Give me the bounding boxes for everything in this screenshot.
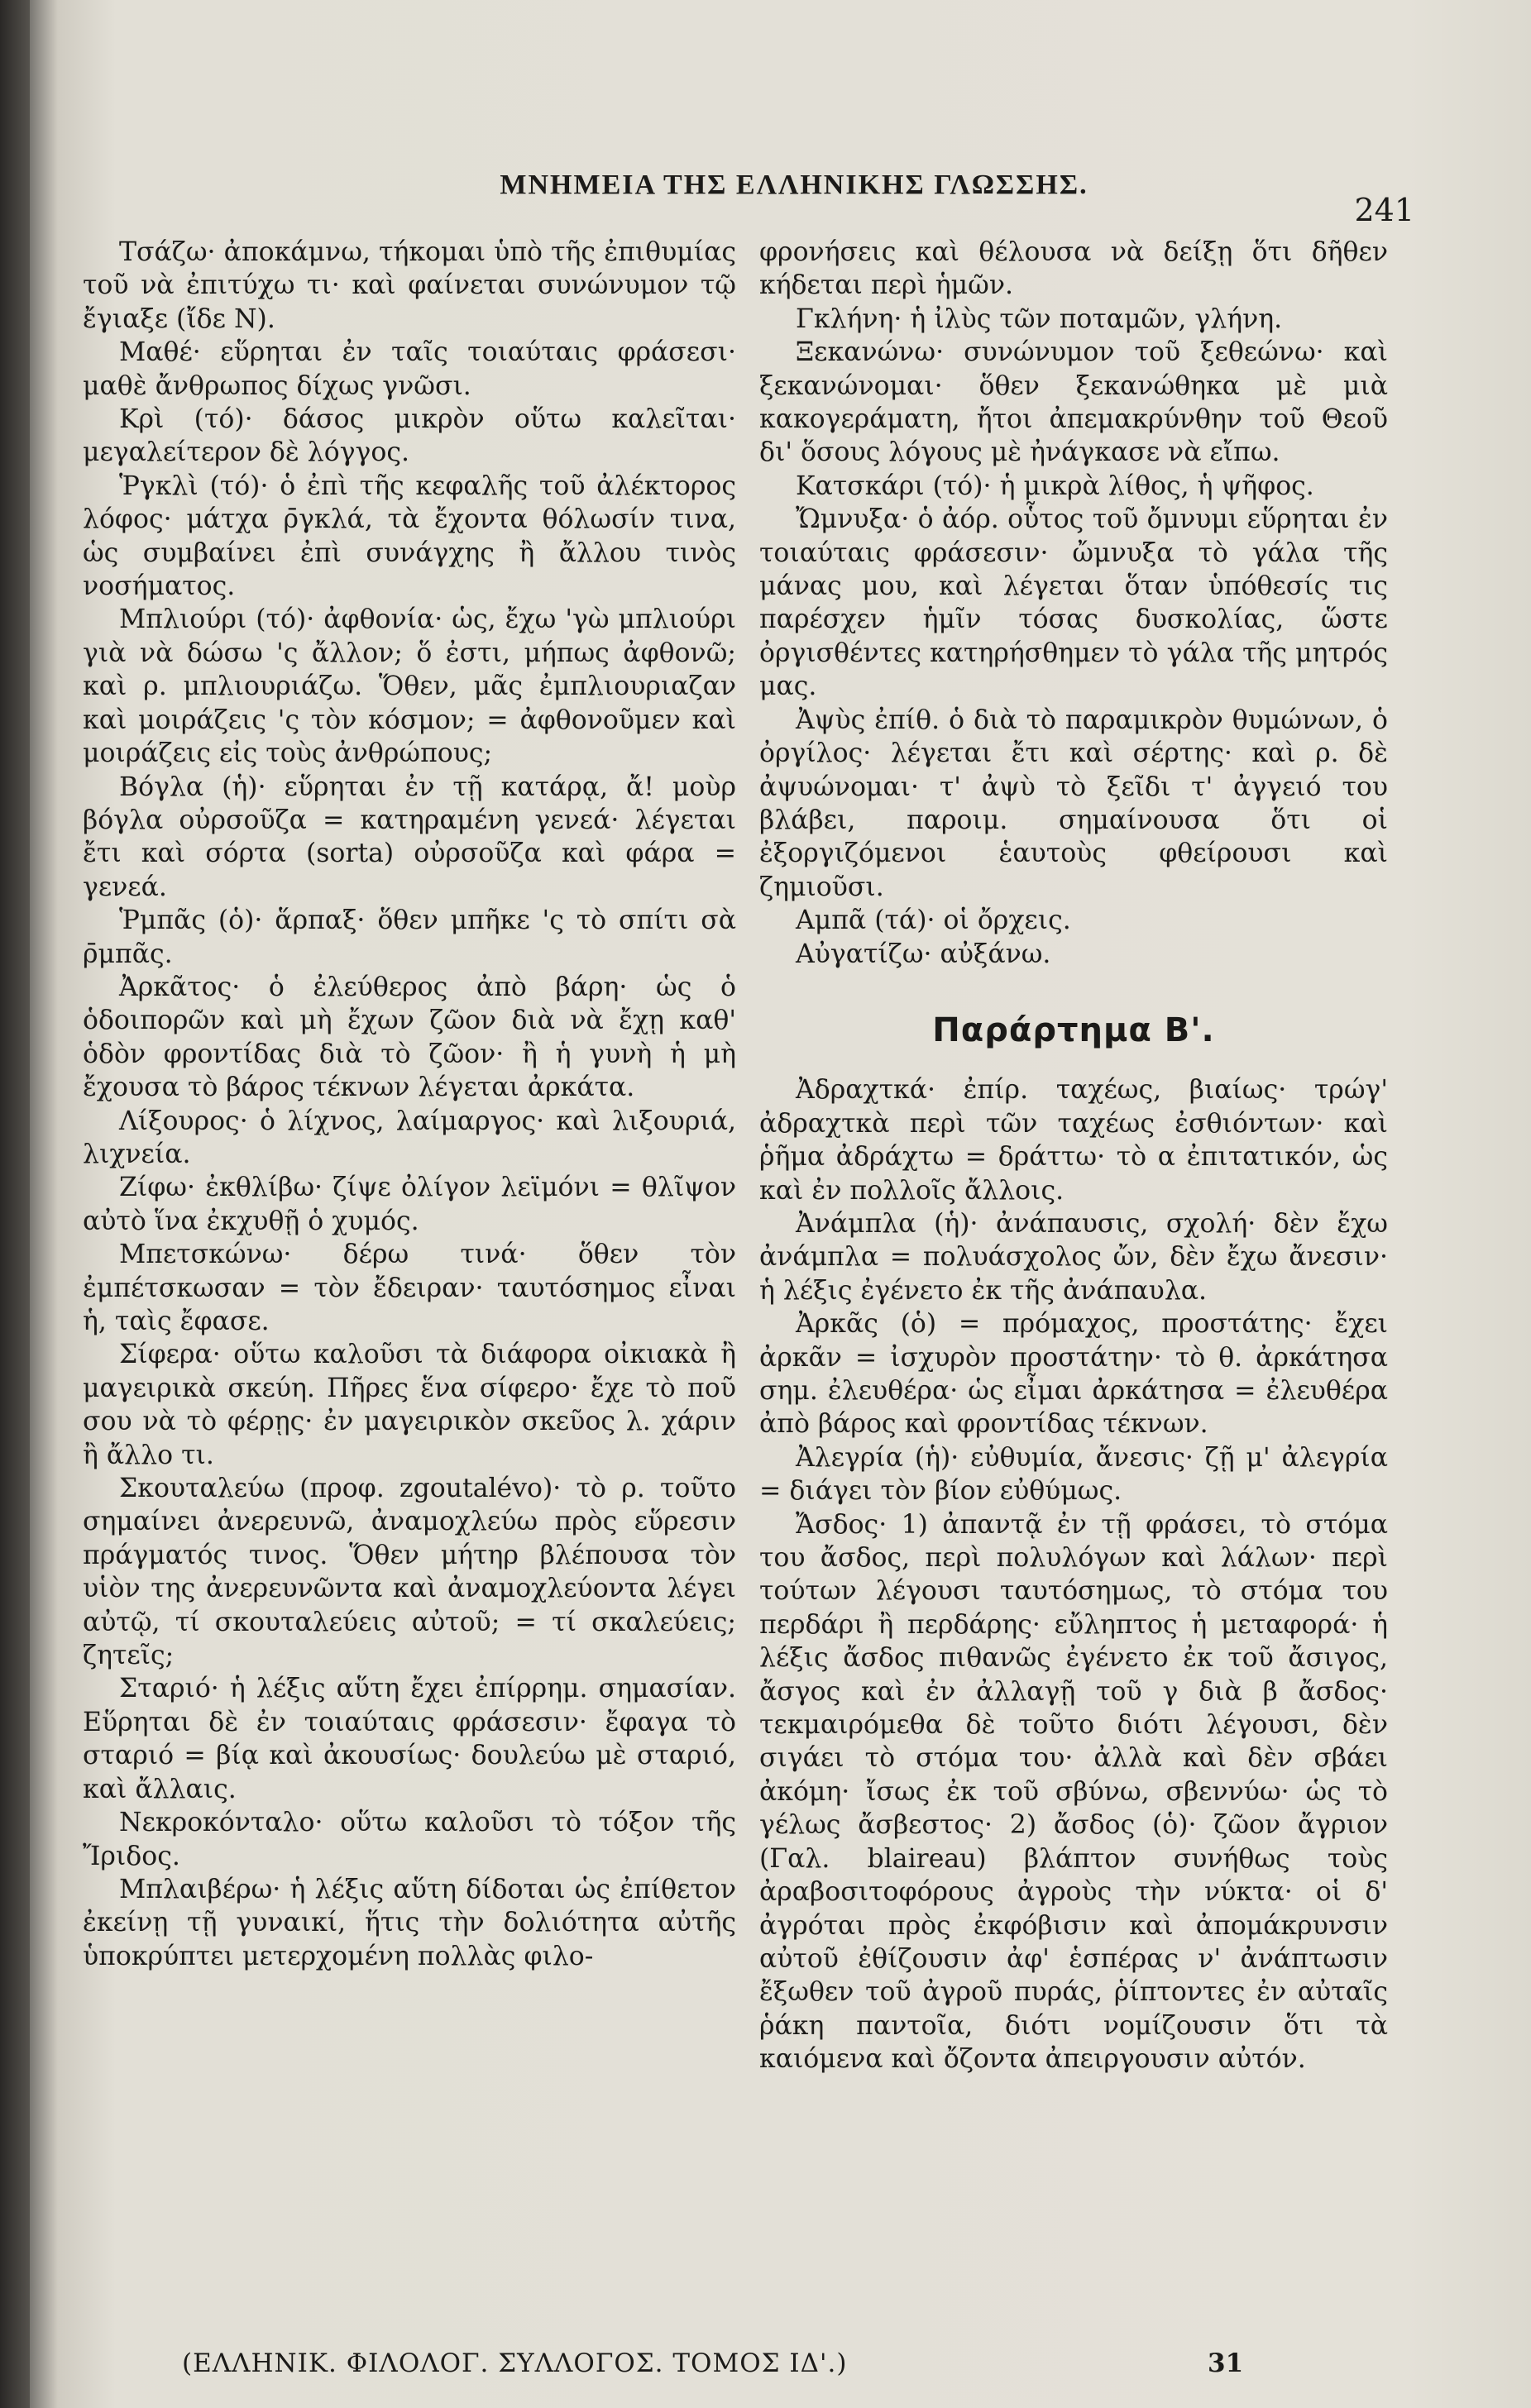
- appendix-entry: Ἀδραχτκά· ἐπίρ. ταχέως, βιαίως· τρώγ' ἀδραχτκὰ περὶ τῶν ταχέως ἐσθιόντων· καὶ ῥῆμα ἀδράχτω = δράττω· τὸ α ἐπιτατικόν, ὡς καὶ ἐν πολλοῖς ἄλλοις.: [759, 1075, 1388, 1206]
- dictionary-entry: Κατσκάρι (τό)· ἡ μικρὰ λίθος, ἡ ψῆφος.: [796, 471, 1314, 501]
- dictionary-entry: Λίξουρος· ὁ λίχνος, λαίμαργος· καὶ λιξουριά, λιχνεία.: [83, 1106, 736, 1169]
- dictionary-entry: Σταριό· ἡ λέξις αὕτη ἔχει ἐπίρρημ. σημασίαν. Εὕρηται δὲ ἐν τοιαύταις φράσεσιν· ἔφαγα τὸ σταριό = βίᾳ καὶ ἀκουσίως· δουλεύω μὲ σταριό, καὶ ἄλλαις.: [83, 1674, 736, 1804]
- dictionary-entry: Σίφερα· οὕτω καλοῦσι τὰ διάφορα οἰκιακὰ ἢ μαγειρικὰ σκεύη. Πῆρες ἕνα σίφερο· ἔχε τὸ ποῦ σου νὰ τὸ φέρῃς· ἐν μαγειρικὸν σκεῦος λ. χάριν ἢ ἄλλο τι.: [83, 1340, 736, 1470]
- dictionary-entry: Αμπᾶ (τά)· οἱ ὄρχεις.: [796, 905, 1071, 936]
- dictionary-entry: Σκουταλεύω (προφ. zgoutalévo)· τὸ ρ. τοῦτο σημαίνει ἀνερευνῶ, ἀναμοχλεύω πρὸς εὕρεσιν πράγματός τινος. Ὅθεν μήτηρ βλέπουσα τὸν υἱὸν της ἀνερευνῶντα καὶ ἀναμοχλεύοντα λέγει αὐτῷ, τί σκουταλεύεις αὐτοῦ; = τί σκαλεύεις; ζητεῖς;: [83, 1474, 736, 1671]
- dictionary-entry: Νεκροκόνταλο· οὕτω καλοῦσι τὸ τόξον τῆς Ἴριδος.: [83, 1808, 736, 1871]
- right-column: [759, 236, 1388, 2076]
- appendix-entry: Ἄσδος· 1) ἀπαντᾷ ἐν τῇ φράσει, τὸ στόμα του ἄσδος, περὶ πολυλόγων καὶ λάλων· περὶ τούτων λέγουσι ταυτόσημως, τὸ στόμα του περδάρι ἢ περδάρης· εὔληπτος ἡ μεταφορά· ἡ λέξις ἄσδος πιθανῶς ἐγένετο ἐκ τοῦ ἄσιγος, ἄσγος καὶ ἐν ἀλλαγῇ τοῦ γ διὰ β ἄσδος· τεκμαιρόμεθα δὲ τοῦτο διότι λέγουσι, δὲν σιγάει τὸ στόμα του· ἀλλὰ καὶ δὲν σβάει ἀκόμη· ἴσως ἐκ τοῦ σβύνω, σβεννύω· ὡς τὸ γέλως ἄσβεστος· 2) ἄσδος (ὁ)· ζῶον ἄγριον (Γαλ. blaireau) βλάπτον συνήθως τοὺς ἀραβοσιτοφόρους ἀγροὺς τὴν νύκτα· οἱ δ' ἀγρόται πρὸς ἐκφόβισιν καὶ ἀπομάκρυνσιν αὐτοῦ ἐθίζουσιν ἀφ' ἑσπέρας ν' ἀνάπτωσιν ἔξωθεν τοῦ ἀγροῦ πυράς, ῥίπτοντες ἐν αὐταῖς ῥάκη παντοῖα, διότι νομίζουσιν ὅτι τὰ καιόμενα καὶ ὄζοντα ἀπειργουσιν αὐτόν.: [759, 1509, 1388, 2075]
- dictionary-entry: Τσάζω· ἀποκάμνω, τήκομαι ὑπὸ τῆς ἐπιθυμίας τοῦ νὰ ἐπιτύχω τι· καὶ φαίνεται συνώνυμον τῷ ἔγιαξε (ἴδε Ν).: [83, 237, 736, 334]
- dictionary-entry-continuation: φρονήσεις καὶ θέλουσα νὰ δείξῃ ὅτι δῆθεν κήδεται περὶ ἡμῶν.: [759, 237, 1388, 301]
- signature-mark: 31: [1208, 2348, 1244, 2378]
- dictionary-entry: Ἀψὺς ἐπίθ. ὁ διὰ τὸ παραμικρὸν θυμώνων, ὁ ὀργίλος· λέγεται ἔτι καὶ σέρτης· καὶ ρ. δὲ ἀψυώνομαι· τ' ἀψὺ τὸ ξεῖδι τ' ἀγγειό του βλάβει, παροιμ. σημαίνουσα ὅτι οἱ ἐξοργιζόμενοι ἑαυτοὺς φθείρουσι καὶ ζημιοῦσι.: [759, 705, 1388, 902]
- dictionary-entry: Μαθέ· εὕρηται ἐν ταῖς τοιαύταις φράσεσι· μαθὲ ἄνθρωπος δίχως γνῶσι.: [83, 337, 736, 401]
- dictionary-entry: Βόγλα (ἡ)· εὕρηται ἐν τῇ κατάρᾳ, ἄ! μοὺρ βόγλα οὐρσοῦζα = κατηραμένη γενεά· λέγεται ἔτι καὶ σόρτα (sorta) οὐρσοῦζα καὶ φάρα = γενεά.: [83, 772, 736, 902]
- imprint-line: (ΕΛΛΗΝΙΚ. ΦΙΛΟΛΟΓ. ΣΥΛΛΟΓΟΣ. ΤΟΜΟΣ ΙΔ'.): [182, 2348, 848, 2378]
- appendix-heading: Παράρτημα Β'.: [932, 1010, 1215, 1049]
- book-spine-shadow: [0, 0, 30, 2408]
- dictionary-entry: Μπλιούρι (τό)· ἀφθονία· ὡς, ἔχω 'γὼ μπλιούρι γιὰ νὰ δώσω 'ς ἄλλον; ὅ ἐστι, μήπως ἀφθονῶ; καὶ ρ. μπλιουριάζω. Ὅθεν, μᾶς ἐμπλιουριαζαν καὶ μοιράζεις 'ς τὸν κόσμον; = ἀφθονοῦμεν καὶ μοιράζεις εἰς τοὺς ἀνθρώπους;: [83, 604, 736, 769]
- dictionary-entry: Ῥμπᾶς (ὁ)· ἅρπαξ· ὅθεν μπῆκε 'ς τὸ σπίτι σὰ ρ̄μπᾶς.: [83, 905, 736, 969]
- dictionary-entry: Ῥγκλὶ (τό)· ὁ ἐπὶ τῆς κεφαλῆς τοῦ ἀλέκτορος λόφος· μάτχα ρ̄γκλά, τὰ ἔχοντα θόλωσίν τινα, ὡς συμβαίνει ἐπὶ συνάγχης ἢ ἄλλου τινὸς νοσήματος.: [83, 471, 736, 602]
- running-title: ΜΝΗΜΕΙΑ ΤΗΣ ΕΛΛΗΝΙΚΗΣ ΓΛΩΣΣΗΣ.: [500, 170, 1088, 200]
- dictionary-entry: Ζίφω· ἐκθλίβω· ζίψε ὀλίγον λεϊμόνι = θλῖψον αὐτὸ ἵνα ἐκχυθῇ ὁ χυμός.: [83, 1173, 736, 1236]
- dictionary-entry: Ὤμνυξα· ὁ ἀόρ. οὗτος τοῦ ὄμνυμι εὕρηται ἐν τοιαύταις φράσεσιν· ὤμνυξα τὸ γάλα τῆς μάνας μου, καὶ λέγεται ὅταν ὑπόθεσίς τις παρέσχεν ἡμῖν τόσας δυσκολίας, ὥστε ὀργισθέντες κατηρήσθημεν τὸ γάλα τῆς μητρός μας.: [759, 504, 1388, 702]
- page-number: 241: [1354, 192, 1414, 228]
- appendix-entry: Ἀρκᾶς (ὁ) = πρόμαχος, προστάτης· ἔχει ἀρκᾶν = ἰσχυρὸν προστάτην· τὸ θ. ἀρκάτησα σημ. ἐλευθέρα· ὡς εἶμαι ἀρκάτησα = ἐλευθέρα ἀπὸ βάρος καὶ φροντίδας τέκνων.: [759, 1309, 1388, 1440]
- dictionary-entry: Ξεκανώνω· συνώνυμον τοῦ ξεθεώνω· καὶ ξεκανώνομαι· ὅθεν ξεκανώθηκα μὲ μιὰ κακογεράματη, ἤτοι ἀπεμακρύνθην τοῦ Θεοῦ δι' ὅσους λόγους μὲ ἠνάγκασε νὰ εἴπω.: [759, 337, 1388, 468]
- dictionary-entry: Ἀρκᾶτος· ὁ ἐλεύθερος ἀπὸ βάρη· ὡς ὁ ὁδοιπορῶν καὶ μὴ ἔχων ζῶον διὰ νὰ ἔχῃ καθ' ὁδὸν φροντίδας διὰ τὸ ζῶον· ἢ ἡ γυνὴ ἡ μὴ ἔχουσα τὸ βάρος τέκνων λέγεται ἀρκάτα.: [83, 972, 736, 1103]
- dictionary-entry: Γκλήνη· ἡ ἰλὺς τῶν ποταμῶν, γλήνη.: [796, 303, 1283, 334]
- dictionary-entry: Μπετσκώνω· δέρω τινά· ὅθεν τὸν ἐμπέτσκωσαν = τὸν ἔδειραν· ταυτόσημος εἶναι ἡ, ταὶς ἔφασε.: [83, 1240, 736, 1336]
- appendix-entry: Ἀνάμπλα (ἡ)· ἀνάπαυσις, σχολή· δὲν ἔχω ἀνάμπλα = πολυάσχολος ὤν, δὲν ἔχω ἄνεσιν· ἡ λέξις ἐγένετο ἐκ τῆς ἀνάπαυλα.: [759, 1208, 1388, 1306]
- dictionary-entry: Κρὶ (τό)· δάσος μικρὸν οὕτω καλεῖται· μεγαλείτερον δὲ λόγγος.: [83, 404, 736, 468]
- dictionary-entry: Μπλαιβέρω· ἡ λέξις αὕτη δίδοται ὡς ἐπίθετον ἐκείνῃ τῇ γυναικί, ἥτις τὴν δολιότητα αὐτῆς ὑποκρύπτει μετερχομένη πολλὰς φιλο-: [83, 1874, 736, 1971]
- left-column: [83, 236, 736, 1973]
- dictionary-entry: Αὐγατίζω· αὐξάνω.: [796, 939, 1051, 969]
- appendix-entry: Ἀλεγρία (ἡ)· εὐθυμία, ἄνεσις· ζῇ μ' ἀλεγρία = διάγει τὸν βίον εὐθύμως.: [759, 1442, 1388, 1507]
